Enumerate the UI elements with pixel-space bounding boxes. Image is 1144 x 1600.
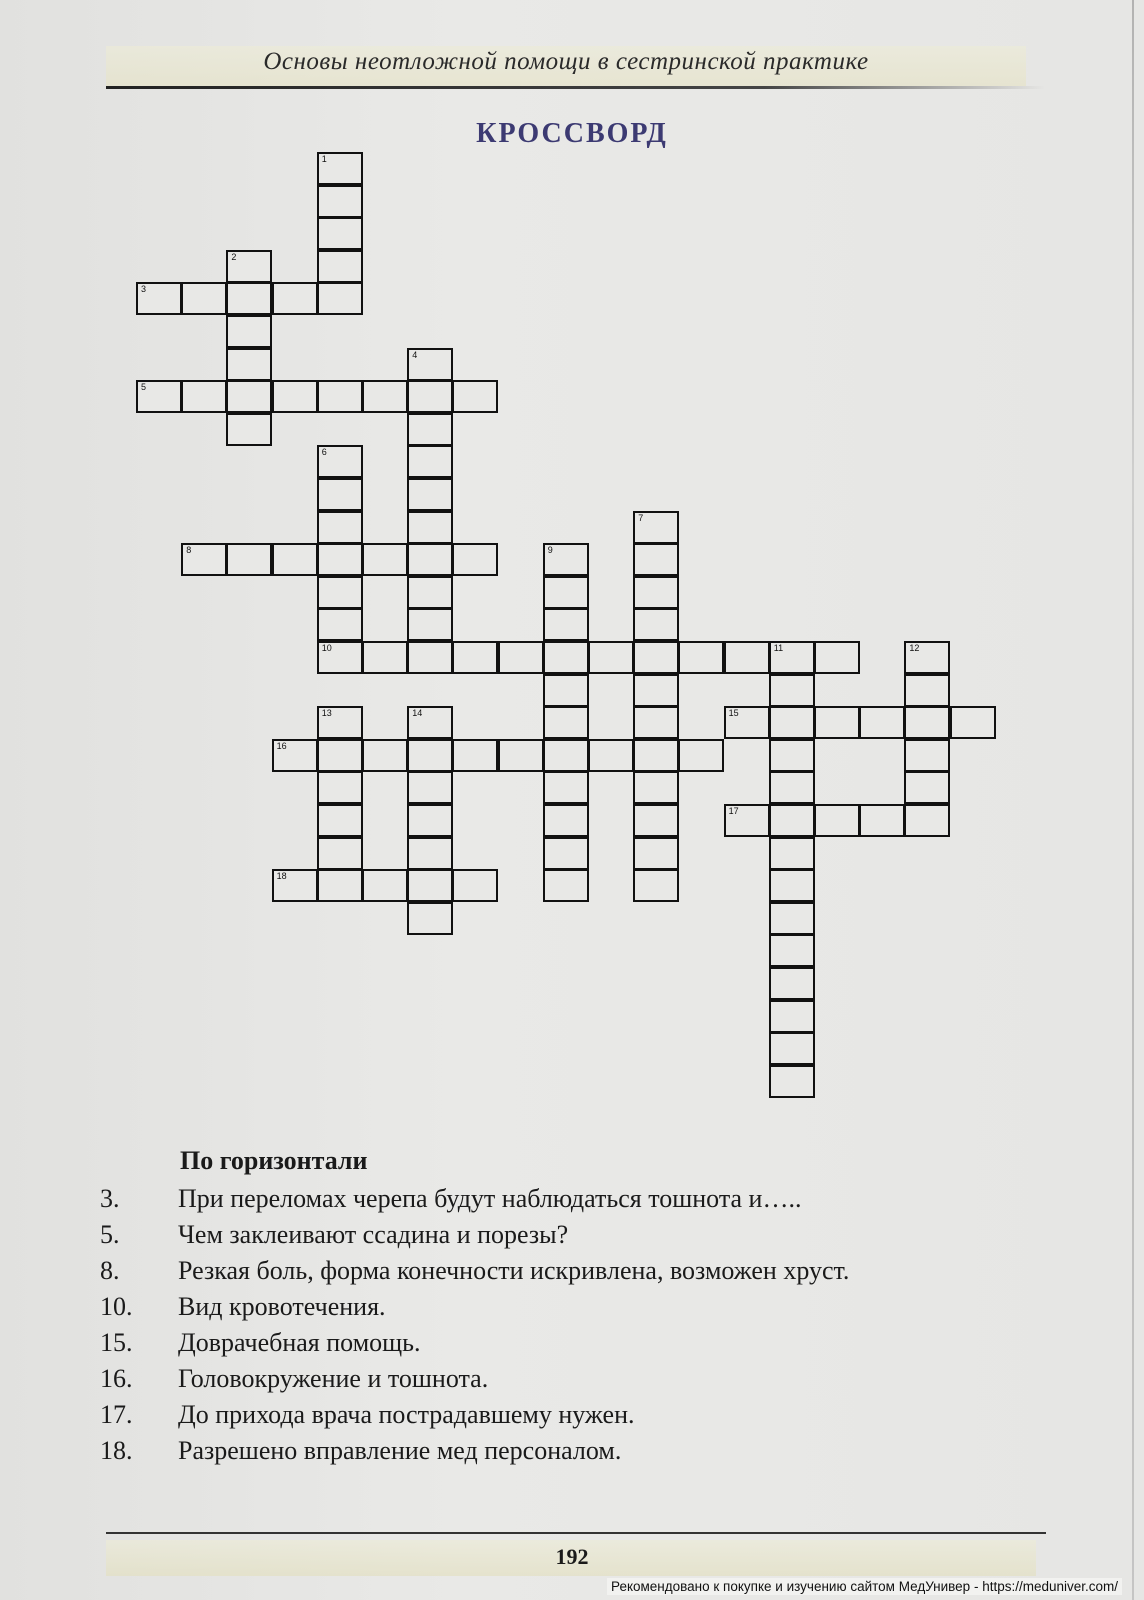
crossword-cell	[226, 413, 272, 446]
crossword-cell	[904, 804, 950, 837]
clue-text: Вид кровотечения.	[178, 1292, 386, 1321]
crossword-cell	[226, 348, 272, 381]
crossword-cell	[814, 706, 860, 739]
page-number: 192	[555, 1544, 589, 1569]
crossword-cell	[362, 380, 408, 413]
clue-text: При переломах черепа будут наблюдаться тошнота и…..	[178, 1184, 802, 1213]
crossword-cell	[904, 674, 950, 707]
page-title: КРОССВОРД	[476, 118, 668, 149]
clue-number: 16.	[100, 1364, 133, 1393]
crossword-cell	[452, 641, 498, 674]
crossword-cell	[543, 804, 589, 837]
crossword-cell	[226, 380, 272, 413]
crossword-cell	[588, 641, 634, 674]
crossword-cell	[407, 445, 453, 478]
clue-number: 5.	[100, 1220, 120, 1249]
crossword-cell	[769, 837, 815, 870]
crossword-cell	[362, 739, 408, 772]
crossword-cell	[498, 641, 544, 674]
crossword-cell	[317, 152, 363, 185]
crossword-cell	[633, 511, 679, 544]
crossword-cell	[543, 576, 589, 609]
crossword-cell	[317, 250, 363, 283]
crossword-cell	[678, 641, 724, 674]
crossword-cell	[317, 185, 363, 218]
crossword-cell	[814, 641, 860, 674]
crossword-cell	[317, 282, 363, 315]
crossword-cell	[543, 641, 589, 674]
crossword-cell	[633, 804, 679, 837]
cell-number: 16	[276, 740, 287, 751]
crossword-cell	[769, 934, 815, 967]
crossword-cell	[904, 641, 950, 674]
crossword-cell	[181, 543, 227, 576]
crossword-cell	[407, 511, 453, 544]
crossword-cell	[407, 837, 453, 870]
crossword-cell	[904, 771, 950, 804]
clue-text: Резкая боль, форма конечности искривлена, возможен хруст.	[178, 1256, 850, 1285]
crossword-cell	[633, 771, 679, 804]
crossword-cell	[452, 869, 498, 902]
crossword-cell	[543, 706, 589, 739]
crossword-cell	[724, 641, 770, 674]
cell-number: 5	[141, 382, 147, 393]
clue-text: Разрешено вправление мед персоналом.	[178, 1436, 622, 1465]
crossword-cell	[317, 511, 363, 544]
clue-number: 8.	[100, 1256, 120, 1285]
crossword-cell	[452, 380, 498, 413]
crossword-cell	[633, 641, 679, 674]
crossword-cell	[904, 739, 950, 772]
cell-number: 17	[728, 806, 739, 816]
crossword-cell	[407, 380, 453, 413]
crossword-cell	[769, 869, 815, 902]
crossword-cell	[769, 967, 815, 1000]
crossword-cell	[407, 608, 453, 641]
crossword-cell	[769, 1065, 815, 1098]
crossword-cell	[769, 674, 815, 707]
crossword-cell	[226, 543, 272, 576]
crossword-cell	[181, 380, 227, 413]
clue-number: 3.	[100, 1184, 120, 1213]
crossword-cell	[407, 641, 453, 674]
crossword-cell	[272, 739, 318, 772]
clue-number: 18.	[100, 1436, 133, 1465]
crossword-cell	[407, 902, 453, 935]
crossword-cell	[272, 380, 318, 413]
clue-number: 17.	[100, 1400, 133, 1429]
cell-number: 3	[141, 284, 147, 295]
crossword-cell	[272, 543, 318, 576]
clue-text: Доврачебная помощь.	[178, 1328, 421, 1357]
crossword-cell	[633, 674, 679, 707]
crossword-cell	[362, 641, 408, 674]
crossword-cell	[317, 837, 363, 870]
crossword-cell	[814, 804, 860, 837]
crossword-cell	[317, 478, 363, 511]
crossword-cell	[543, 869, 589, 902]
crossword-cell	[633, 837, 679, 870]
crossword-cell	[769, 1000, 815, 1033]
crossword-cell	[859, 706, 905, 739]
crossword-cell	[633, 706, 679, 739]
clue-text: До прихода врача пострадавшему нужен.	[178, 1400, 635, 1429]
clues-heading: По горизонтали	[180, 1146, 368, 1175]
crossword-cell	[362, 869, 408, 902]
crossword-cell	[950, 706, 996, 739]
clue-number: 15.	[100, 1328, 133, 1357]
cell-number: 7	[638, 512, 644, 523]
crossword-cell	[407, 706, 453, 739]
crossword-cell	[317, 641, 363, 674]
running-head-text: Основы неотложной помощи в сестринской практике	[263, 48, 869, 75]
crossword-cell	[407, 804, 453, 837]
clue-text: Чем заклеивают ссадина и порезы?	[178, 1220, 569, 1249]
crossword-cell	[226, 250, 272, 283]
cell-number: 15	[728, 708, 739, 719]
crossword-cell	[317, 804, 363, 837]
crossword-cell	[317, 217, 363, 250]
crossword-cell	[136, 282, 182, 315]
crossword-cell	[452, 543, 498, 576]
cell-number: 13	[321, 708, 332, 719]
crossword-cell	[633, 576, 679, 609]
crossword-cell	[498, 739, 544, 772]
crossword-cell	[136, 380, 182, 413]
cell-number: 12	[909, 643, 920, 653]
crossword-cell	[769, 1032, 815, 1065]
cell-number: 9	[547, 545, 553, 556]
crossword-cell	[633, 869, 679, 902]
crossword-cell	[407, 771, 453, 804]
watermark-text: Рекомендовано к покупке и изучению сайтом МедУнивер - https://meduniver.com/	[607, 1578, 1122, 1595]
crossword-cell	[633, 608, 679, 641]
crossword-cell	[407, 576, 453, 609]
crossword-cell	[272, 282, 318, 315]
crossword-cell	[543, 739, 589, 772]
cell-number: 14	[412, 708, 423, 719]
crossword-cell	[407, 739, 453, 772]
crossword-cell	[769, 641, 815, 674]
crossword-cell	[724, 804, 770, 837]
crossword-cell	[317, 771, 363, 804]
crossword-cell	[317, 869, 363, 902]
clue-text: Головокружение и тошнота.	[178, 1364, 489, 1393]
crossword-cell	[407, 348, 453, 381]
crossword-cell	[317, 739, 363, 772]
crossword-cell	[678, 739, 724, 772]
crossword-cell	[859, 804, 905, 837]
crossword-cell	[543, 608, 589, 641]
crossword-cell	[407, 478, 453, 511]
crossword-cell	[317, 576, 363, 609]
crossword-cell	[407, 543, 453, 576]
crossword-cell	[633, 739, 679, 772]
crossword-cell	[543, 674, 589, 707]
crossword-cell	[317, 608, 363, 641]
cell-number: 2	[231, 251, 237, 262]
crossword-cell	[362, 543, 408, 576]
crossword-cell	[181, 282, 227, 315]
crossword-cell	[543, 543, 589, 576]
crossword-cell	[588, 739, 634, 772]
crossword-cell	[543, 771, 589, 804]
clue-number: 10.	[100, 1292, 133, 1321]
crossword-cell	[317, 543, 363, 576]
crossword-cell	[272, 869, 318, 902]
crossword-cell	[769, 739, 815, 772]
crossword-cell	[633, 543, 679, 576]
crossword-cell	[452, 739, 498, 772]
cell-number: 8	[186, 545, 192, 556]
crossword-cell	[317, 380, 363, 413]
crossword-cell	[769, 706, 815, 739]
crossword-cell	[769, 771, 815, 804]
crossword-cell	[543, 837, 589, 870]
crossword-cell	[407, 869, 453, 902]
crossword-cell	[724, 706, 770, 739]
crossword-cell	[317, 706, 363, 739]
cell-number: 6	[321, 447, 327, 458]
cell-number: 18	[276, 871, 287, 882]
crossword-cell	[407, 413, 453, 446]
crossword-cell	[769, 902, 815, 935]
crossword-cell	[317, 445, 363, 478]
cell-number: 10	[321, 643, 332, 653]
footer-rule	[106, 1532, 1046, 1534]
cell-number: 11	[773, 643, 784, 653]
crossword-cell	[769, 804, 815, 837]
crossword-cell	[226, 315, 272, 348]
crossword-cell	[226, 282, 272, 315]
cell-number: 4	[412, 349, 418, 360]
cell-number: 1	[321, 154, 327, 164]
crossword-cell	[904, 706, 950, 739]
